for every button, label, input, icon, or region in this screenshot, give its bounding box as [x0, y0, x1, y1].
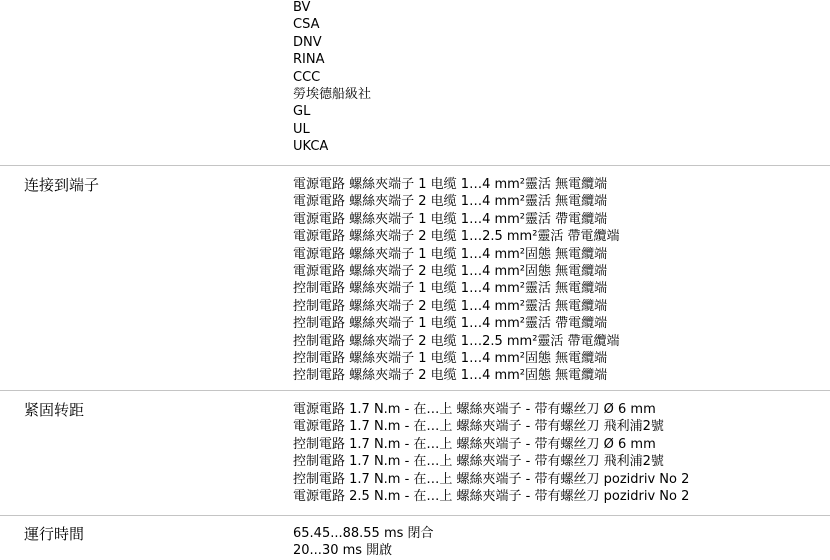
- connection-values: [293, 176, 620, 385]
- connection-item: 控制電路 螺絲夾端子 1 电缆 1…4 mm²固態 無電纜端: [293, 351, 608, 367]
- connection-item: 電源電路 螺絲夾端子 1 电缆 1…4 mm²靈活 帶電纜端: [293, 211, 608, 227]
- operating-time-label: 運行時間: [24, 525, 85, 543]
- section-divider: [0, 390, 830, 391]
- section-divider: [0, 165, 830, 166]
- torque-item: 電源電路 1.7 N.m - 在…上 螺絲夾端子 - 带有螺丝刀 Ø 6 mm: [293, 402, 656, 417]
- approval-item: CSA: [293, 17, 320, 33]
- torque-values: [293, 401, 689, 505]
- connection-item: 控制電路 螺絲夾端子 1 电缆 1…4 mm²靈活 帶電纜端: [293, 316, 608, 332]
- approval-item: UL: [293, 121, 310, 137]
- connection-item: 控制電路 螺絲夾端子 2 电缆 1…2.5 mm²靈活 帶電纜端: [293, 333, 620, 349]
- approval-item: RINA: [293, 52, 325, 68]
- torque-item: 控制電路 1.7 N.m - 在…上 螺絲夾端子 - 带有螺丝刀 Ø 6 mm: [293, 436, 656, 452]
- connection-item: 電源電路 螺絲夾端子 1 电缆 1…4 mm²固態 無電纜端: [293, 246, 608, 262]
- section-divider: [0, 515, 830, 516]
- connection-item: 電源電路 螺絲夾端子 2 电缆 1…2.5 mm²靈活 帶電纜端: [293, 229, 620, 245]
- connection-label: 连接到端子: [24, 176, 100, 194]
- connection-item: 控制電路 螺絲夾端子 2 电缆 1…4 mm²靈活 無電纜端: [293, 298, 608, 314]
- torque-item: 電源電路 2.5 N.m - 在…上 螺絲夾端子 - 带有螺丝刀 pozidriv No 2: [293, 489, 690, 505]
- approval-item: CCC: [293, 69, 321, 85]
- torque-label: 紧固转距: [24, 401, 85, 419]
- approval-item: UKCA: [293, 139, 329, 155]
- approval-item: DNV: [293, 34, 322, 50]
- connection-item: 控制電路 螺絲夾端子 1 电缆 1…4 mm²靈活 無電纜端: [293, 281, 608, 297]
- approval-item: GL: [293, 104, 311, 120]
- approval-item: 勞埃德船級社: [293, 87, 372, 103]
- torque-item: 電源電路 1.7 N.m - 在…上 螺絲夾端子 - 带有螺丝刀 飛利浦2號: [293, 419, 664, 435]
- operating-time-item: 65.45...88.55 ms 閉合: [293, 526, 434, 541]
- connection-item: 電源電路 螺絲夾端子 1 电缆 1…4 mm²靈活 無電纜端: [293, 177, 608, 192]
- torque-item: 控制電路 1.7 N.m - 在…上 螺絲夾端子 - 带有螺丝刀 飛利浦2號: [293, 454, 664, 470]
- approvals-values: [293, 0, 371, 156]
- approval-item: BV: [293, 0, 311, 15]
- connection-item: 電源電路 螺絲夾端子 2 电缆 1…4 mm²固態 無電纜端: [293, 264, 608, 280]
- torque-item: 控制電路 1.7 N.m - 在…上 螺絲夾端子 - 带有螺丝刀 pozidriv No 2: [293, 471, 690, 487]
- operating-time-item: 20...30 ms 開啟: [293, 543, 393, 559]
- connection-item: 電源電路 螺絲夾端子 2 电缆 1…4 mm²靈活 無電纜端: [293, 194, 608, 210]
- connection-item: 控制電路 螺絲夾端子 2 电缆 1…4 mm²固態 無電纜端: [293, 368, 608, 384]
